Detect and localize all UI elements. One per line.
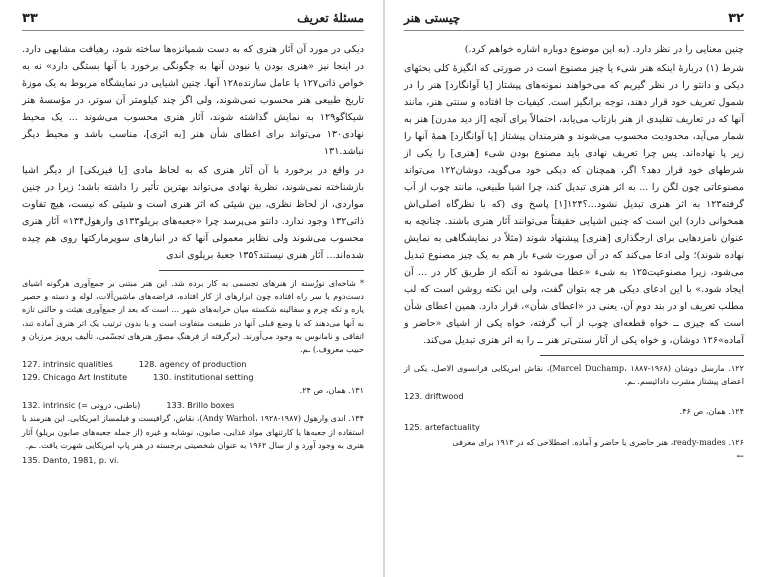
left-footnotes (22, 277, 364, 467)
note-128: 128. agency of production (138, 359, 247, 370)
note-row-132-133 (22, 399, 364, 412)
footnote-divider (159, 270, 364, 271)
right-body-paragraph-1: چنین معنایی را در نظر دارد. (به این موضوع دوباره اشاره خواهم کرد.) (464, 44, 744, 55)
right-page-number: ۳۲ (728, 10, 744, 26)
left-page-number: ۳۳ (22, 10, 38, 26)
note-131: ۱۳۱. همان، ص ۲۴. (299, 385, 364, 396)
note-127: 127. intrinsic qualities (22, 359, 113, 370)
left-page-header (22, 6, 364, 31)
continuation-arrow-icon: ← (736, 451, 744, 462)
note-123: 123. driftwood (404, 391, 464, 402)
right-body-paragraph-2: شرط (۱) دربارهٔ اینکه هنر شیء یا چیز مصنوع است در صورتی که انگیزهٔ کلی بحثهای دیکی و دانتو را در نظر گیریم که می‌خواهند نمونه‌های پیشتاز [یا آوانگارد] هنر را در شمول تعریف خود قرار دهند، توجه برانگیز است. کیفیات جا افتاده و سنتی هنر، مانند آنها که در تعاریف تقلیدی از هنر بازتاب می‌یابد، احتمالاً برای آنچه [از دید مدرن] هنر به شمار می‌آید، محدودیت محسوب می‌شوند و هنرمندان پیشتاز [یا آوانگارد] همهٔ آنها را زیر پا نهاده‌اند. پس چرا تعریف نهادی باید مصنوع بودن شیء [هنری] را یکی از شرطهای خود قرار دهد؟ اگر، همچنان که دیکی خود می‌گوید، دوشان۱۲۲ می‌تواند مصنوعاتی چون لگن را ... به اثر هنری تبدیل کند، چرا اشیا طبیعی، مانند چوب از آب گرفته۱۲۳ به اثر هنری تبدیل نشود...؟۱۲۴[۱] پاسخ وی (که با نظرگاه اصلی‌اش همخوانی دارد) این است که چنین اشیایی حقیقتاً می‌توانند آثار هنری باشند. چنانچه به عنوان نامزدهایی برای ارجگذاری [هنری] پیشنهاد شوند (مثلاً در نمایشگاهی به نمایش نهاده شوند)؛ ولی ادعا می‌کند که در آن صورت شیء باز هم به یک چیز مصنوع تبدیل می‌شود، زیرا مصنوعیت۱۲۵ به شیء «عطا می‌شود نه آنکه از طریق کار در ... آن ایجاد شود.» با این ادعای دیکی هر چه بتوان گفت، ولی این نکته روشن است که لب مطلب تعریف او در بند دوم آن، یعنی در «اعطای شأن»، قرار دارد. همین اعطای شأن است که چیزی ــ خواه قطعه‌ای چوب از آب گرفته، خواه یکی از اشیای «حاضر و آماده»۱۲۶ دوشان، و خواه یکی از آثار سنتی‌تر هنر ــ را به اثر هنری تبدیل می‌کند. (404, 63, 745, 346)
note-126: ۱۲۶. ready-mades، هنر حاضری یا حاضر و آماده. اصطلاحی که در ۱۹۱۳ برای معرفی (452, 436, 744, 447)
right-page (384, 0, 768, 577)
note-122: ۱۲۲. مارسل دوشان (Marcel Duchamp، ۱۸۸۷-۱۹۶۸)، نقاش امریکایی فرانسوی الاصل، یکی از اعضای پیشتاز مشرب دادائیسم. ـم. (404, 363, 744, 387)
left-page-title: مسئلهٔ تعریف (297, 11, 364, 25)
note-129: 129. Chicago Art Institute (22, 372, 128, 383)
note-125: 125. artefactuality (404, 421, 480, 432)
footnote-divider-right (540, 355, 744, 356)
left-page-body (22, 41, 364, 264)
left-body-paragraph-2: در واقع در برخورد با آن آثار هنری که به لحاظ مادی [یا فیزیکی] از دیگر اشیا بازشناخته نمی‌شوند، نظریهٔ نهادی می‌تواند بهترین تأثیر را داشته باشد؛ زیرا در چنین مواردی، از لحاظ نظری، بین شیئی که اثر هنری است و شیئی که نیست، هیچ تفاوت ذاتی۱۳۲ وجود ندارد. دانتو می‌پرسد چرا «جعبه‌های بریلو۱۳۳ی وارهول۱۳۴» آثار هنری محسوب می‌شوند ولی نظایر معمولی آنها که در انبارهای سوپرمارکتها روی هم چیده شده‌اند... آثار هنری نیستند؟۱۳۵ جعبهٔ بریلوی اندی (22, 165, 364, 261)
note-row-127-128 (22, 358, 364, 371)
footnote-asterisk: * شاخه‌ای نوزُسته از هنرهای تجسمی به کار برده شد. این هنر مبتنی بر جمع‌آوری هرگونه اشیای دست‌دوم یا سر راه افتاده چون ابزارهای از کار افتاده، قراضه‌های ماشین‌آلات، لوله و دسته و حصیر پاره و تکه چرم و سفالینه شکسته میان خرابه‌های شهر ... است که بعد از جمع‌آوری هیئت و حالتی تازه به آنها می‌دهند که یا وضع قبلی آنها در طبیعت متفاوت است و یا بدون ترتیب یک اثر هنری آماده تند، اتفاقی و ناما‌نوس به وجود می‌آورند. (برگرفته از فرهنگ مصوّر هنرهای تجسّمی، تألیف پرویز مرزبان و حبیب معروف.) ـم. (22, 278, 364, 355)
right-page-body (404, 41, 744, 349)
left-body-paragraph-1: دیکی در مورد آن آثار هنری که به دست شمپانزه‌ها ساخته شود، رهیافت مشابهی دارد. در اینجا نیز «هنری بودن یا نبودن آنها به چگونگی برخورد با آنها بستگی دارد» نه به خواص ذاتی۱۲۷ یا عامل سازنده۱۲۸ آنها. چنین اشیایی در نمایشگاه مربوط به یک موزهٔ تاریخ طبیعی هنر محسوب نمی‌شوند، ولی اگر چند کیلومتر آن سوتر، در مؤسسهٔ هنر شیکاگو۱۲۹ به نمایش گذاشته شوند، آثار هنری محسوب می‌شوند ... یک محیط نهادی۱۳۰ می‌تواند برای اعطای شأن هنر [به اثری]، مناسب باشد و محیط دیگر نباشد.۱۳۱ (22, 44, 364, 157)
right-page-header (404, 6, 744, 31)
right-page-title: چیستی هنر (404, 11, 461, 25)
note-133: 133. Brillo boxes (166, 400, 235, 411)
note-124: ۱۲۴. همان، ص ۴۶. (679, 406, 744, 417)
note-132: 132. intrinsic (= باطنی، درونی) (22, 400, 141, 411)
right-footnotes (404, 362, 744, 464)
note-row-129-130 (22, 371, 364, 384)
note-135: 135. Danto, 1981, p. vi. (22, 455, 119, 466)
note-134: ۱۳۴. اندی وارهول (Andy Warhol، ۱۹۲۸-۱۹۸۷)، نقاش، گرافیست و فیلمساز امریکایی. این هنرمند با استفاده از جعبه‌ها یا کارتنهای مواد غذایی، صابون، نوشابه و غیره (از جمله جعبه‌های صابون بریلو) آثار هنری به وجود آورد و از سال ۱۹۶۲ به عنوان شخصیتی برجسته در هنر پاپ امریکایی شهرت یافت. ـم. (22, 413, 364, 450)
note-130: 130. institutional setting (153, 372, 254, 383)
